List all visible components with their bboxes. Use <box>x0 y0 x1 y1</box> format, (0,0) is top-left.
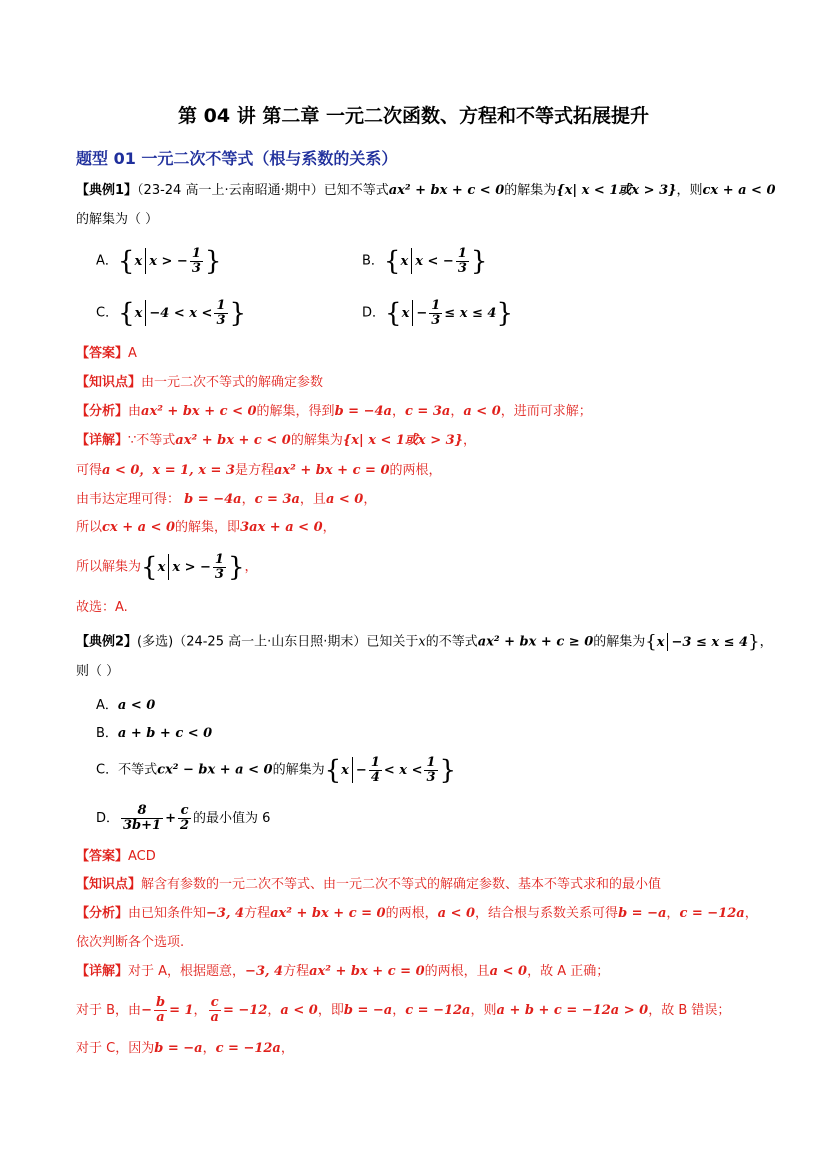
example2-label: 【典例2】 <box>76 634 138 650</box>
example1-label: 【典例1】 <box>76 183 138 198</box>
example1-detail-4: 所以cx + a < 0的解集，即3ax + a < 0， <box>76 520 336 535</box>
example1-answer: 【答案】A <box>76 346 137 361</box>
example2-statement: 【典例2】(多选)（24-25 高一上·山东日照·期末）已知关于x的不等式ax² + bx + c ≥ 0的解集为{x −3 ≤ x ≤ 4}， <box>76 631 773 652</box>
example2-detail-c: 对于 C，因为b = −a，c = −12a， <box>76 1041 294 1056</box>
example2-analysis-2: 依次判断各个选项. <box>76 935 185 950</box>
example2-answer: 【答案】ACD <box>76 849 156 864</box>
example1-analysis: 【分析】由ax² + bx + c < 0的解集，得到b = −4a，c = 3a，a < 0，进而可求解； <box>76 404 592 419</box>
example1-option-d[interactable]: D．{x − $\frac{1}{3}$ ≤ x ≤ 4} <box>362 297 513 328</box>
example1-detail-3: 由韦达定理可得： b = −4a，c = 3a，且a < 0， <box>76 492 377 507</box>
example1-option-c[interactable]: C．{x −4 < x < $\frac{1}{3}$ } <box>96 297 247 328</box>
example2-option-b[interactable]: B．a + b + c < 0 <box>96 726 213 741</box>
page-title: 第 04 讲 第二章 一元二次函数、方程和不等式拓展提升 <box>178 105 649 127</box>
example2-analysis: 【分析】由已知条件知−3, 4方程ax² + bx + c = 0的两根，a < 0，结合根与系数关系可得b = −a，c = −12a， <box>76 906 758 921</box>
example2-detail-b: 对于 B，由− $\frac{b}{a}$ = 1， $\frac{c}{a}$ = −12，a < 0，即b = −a，c = −12a，则a + b + c = −12a > 0，故 B 错误； <box>76 995 731 1025</box>
example1-knowledge-point: 【知识点】由一元二次不等式的解确定参数 <box>76 375 324 390</box>
example1-detail-2: 可得a < 0，x = 1, x = 3是方程ax² + bx + c = 0的两根， <box>76 463 442 478</box>
example1-question: 的解集为（ ） <box>76 212 159 227</box>
example1-option-a[interactable]: A．{x x > − $\frac{1}{3}$ } <box>96 245 222 276</box>
example1-option-b[interactable]: B．{x x < − $\frac{1}{3}$ } <box>362 245 488 276</box>
example1-choice: 故选：A. <box>76 600 128 615</box>
example2-option-d[interactable]: D． $\frac{8}{3b+1}$ + $\frac{c}{2}$ 的最小值为 6 <box>96 803 271 833</box>
example2-knowledge-point: 【知识点】解含有参数的一元二次不等式、由一元二次不等式的解确定参数、基本不等式求和的最小值 <box>76 877 662 892</box>
example1-detail-1: 【详解】∵不等式ax² + bx + c < 0的解集为{x| x < 1或x > 3}， <box>76 433 477 448</box>
example1-statement: 【典例1】（23-24 高一上·云南昭通·期中）已知不等式ax² + bx + c < 0的解集为{x| x < 1或x > 3}，则cx + a < 0 <box>76 183 776 198</box>
example2-detail-a: 【详解】对于 A，根据题意，−3, 4方程ax² + bx + c = 0的两根，且a < 0，故 A 正确； <box>76 964 610 979</box>
example2-question: 则（ ） <box>76 664 120 679</box>
example2-option-c[interactable]: C．不等式cx² − bx + a < 0的解集为{x − $\frac{1}{4}$ < x < $\frac{1}{3}$ } <box>96 754 457 785</box>
example1-detail-5: 所以解集为{x x > − $\frac{1}{3}$ }， <box>76 551 258 582</box>
example2-option-a[interactable]: A．a < 0 <box>96 698 156 713</box>
section-heading: 题型 01 一元二次不等式（根与系数的关系） <box>76 149 398 168</box>
